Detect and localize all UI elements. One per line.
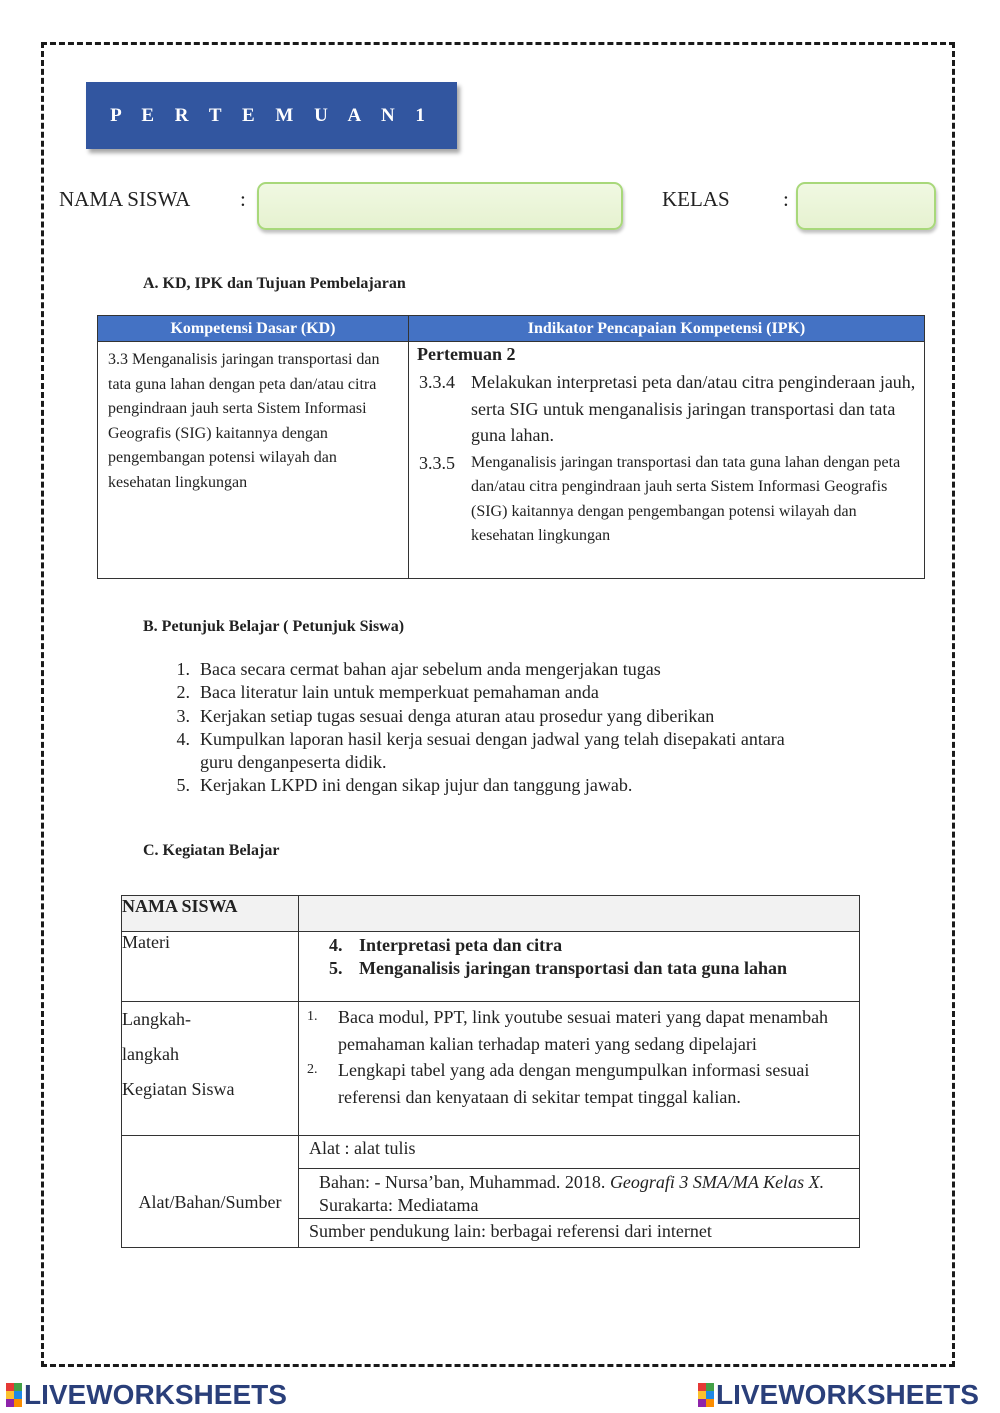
ipk-heading: Pertemuan 2 <box>417 344 516 364</box>
alat-label: Alat/Bahan/Sumber <box>122 1136 299 1248</box>
item-number: 1. <box>176 659 190 679</box>
materi-label: Materi <box>122 932 299 1002</box>
student-name-label: NAMA SISWA <box>59 187 191 211</box>
item-number: 3. <box>176 705 190 726</box>
brand-name: LIVEWORKSHEETS <box>716 1379 979 1410</box>
bahan-suffix: Surakarta: Mediatama <box>319 1195 479 1215</box>
bahan-text <box>299 1168 859 1218</box>
item-number: 5. <box>176 775 190 796</box>
ipk-number: 3.3.5 <box>419 452 455 473</box>
class-colon: : <box>783 187 789 211</box>
ipk-column-header: Indikator Pencapaian Kompetensi (IPK) <box>409 316 925 342</box>
liveworksheets-logo-icon <box>698 1383 714 1407</box>
item-text: Baca literatur lain untuk memperkuat pemahaman anda <box>200 682 599 703</box>
instruction-list <box>150 658 790 798</box>
list-item <box>150 728 790 775</box>
langkah-item <box>307 1057 849 1110</box>
liveworksheets-logo-icon <box>6 1383 22 1407</box>
list-item <box>150 774 790 797</box>
item-number: 4. <box>176 728 190 749</box>
name-answer-cell[interactable] <box>299 896 860 932</box>
item-text: Baca secara cermat bahan ajar sebelum anda mengerjakan tugas <box>200 659 661 679</box>
langkah-label <box>122 1002 299 1136</box>
list-item <box>150 705 790 728</box>
brand-name: LIVEWORKSHEETS <box>24 1379 287 1410</box>
ipk-item <box>417 369 916 449</box>
item-number: 4. <box>329 935 343 955</box>
materi-cell <box>299 932 860 1002</box>
ipk-text: Melakukan interpretasi peta dan/atau citra penginderaan jauh, serta SIG untuk menganalisis jaringan transportasi dan tata guna lahan. <box>471 372 916 445</box>
alat-text: Alat : alat tulis <box>309 1138 416 1158</box>
item-number: 2. <box>176 682 190 703</box>
materi-item <box>329 957 859 980</box>
class-input[interactable] <box>796 182 936 230</box>
item-text: Kumpulkan laporan hasil kerja sesuai dengan jadwal yang telah disepakati antara guru denganpeserta didik. <box>200 728 785 773</box>
section-c-title: C. Kegiatan Belajar <box>143 842 280 859</box>
item-text: Menganalisis jaringan transportasi dan tata guna lahan <box>359 958 788 978</box>
materi-item <box>329 934 859 957</box>
ipk-number: 3.3.4 <box>419 372 455 392</box>
item-text: Interpretasi peta dan citra <box>359 935 563 955</box>
activity-table <box>121 895 860 1248</box>
alat-cell <box>299 1136 860 1248</box>
footer-logo-right[interactable] <box>698 1379 979 1411</box>
name-colon: : <box>240 187 246 211</box>
kd-column-header: Kompetensi Dasar (KD) <box>98 316 409 342</box>
item-number: 5. <box>329 958 343 978</box>
item-text: Kerjakan LKPD ini dengan sikap jujur dan tanggung jawab. <box>200 775 633 796</box>
ipk-text: Menganalisis jaringan transportasi dan tata guna lahan dengan peta dan/atau citra pengindraan jauh serta Sistem Informasi Geografis (SIG) kaitannya dengan pengembangan potensi wilayah dan kesehatan lingkungan <box>471 453 901 544</box>
item-text: Lengkapi tabel yang ada dengan mengumpulkan informasi sesuai referensi dan kenyataan di sekitar tempat tinggal kalian. <box>338 1060 810 1107</box>
bahan-prefix: Bahan: - Nursa’ban, Muhammad. 2018. <box>319 1172 610 1192</box>
langkah-label-line: langkah <box>122 1044 179 1064</box>
item-text: Kerjakan setiap tugas sesuai denga aturan atau prosedur yang diberikan <box>200 705 715 726</box>
ipk-cell <box>409 342 925 579</box>
footer-logo-left[interactable] <box>6 1379 287 1411</box>
meeting-banner <box>86 82 457 149</box>
section-b-title: B. Petunjuk Belajar ( Petunjuk Siswa) <box>143 618 405 635</box>
student-name-input[interactable] <box>257 182 623 230</box>
sumber-text: Sumber pendukung lain: berbagai referensi dari internet <box>299 1218 859 1247</box>
item-number: 2. <box>307 1062 318 1077</box>
item-text: Baca modul, PPT, link youtube sesuai materi yang dapat menambah pemahaman kalian terhadap materi yang sedang dipelajari <box>338 1007 829 1054</box>
name-header-cell: NAMA SISWA <box>122 896 299 932</box>
ipk-item <box>417 451 916 549</box>
langkah-cell <box>299 1002 860 1136</box>
list-item <box>150 681 790 704</box>
class-label: KELAS <box>662 187 730 211</box>
langkah-item <box>307 1004 849 1057</box>
section-a-title: A. KD, IPK dan Tujuan Pembelajaran <box>143 275 406 292</box>
item-number: 1. <box>307 1009 318 1024</box>
kd-ipk-table <box>97 315 925 579</box>
banner-title: P E R T E M U A N 1 <box>110 104 433 126</box>
langkah-label-line: Kegiatan Siswa <box>122 1079 235 1099</box>
langkah-label-line: Langkah- <box>122 1009 191 1029</box>
bahan-book-title: Geografi 3 SMA/MA Kelas X. <box>609 1172 825 1192</box>
kd-cell: 3.3 Menganalisis jaringan transportasi dan tata guna lahan dengan peta dan/atau citra pengindraan jauh serta Sistem Informasi Geografis (SIG) kaitannya dengan pengembangan potensi wilayah dan kesehatan lingkungan <box>98 342 409 579</box>
list-item <box>150 658 790 681</box>
